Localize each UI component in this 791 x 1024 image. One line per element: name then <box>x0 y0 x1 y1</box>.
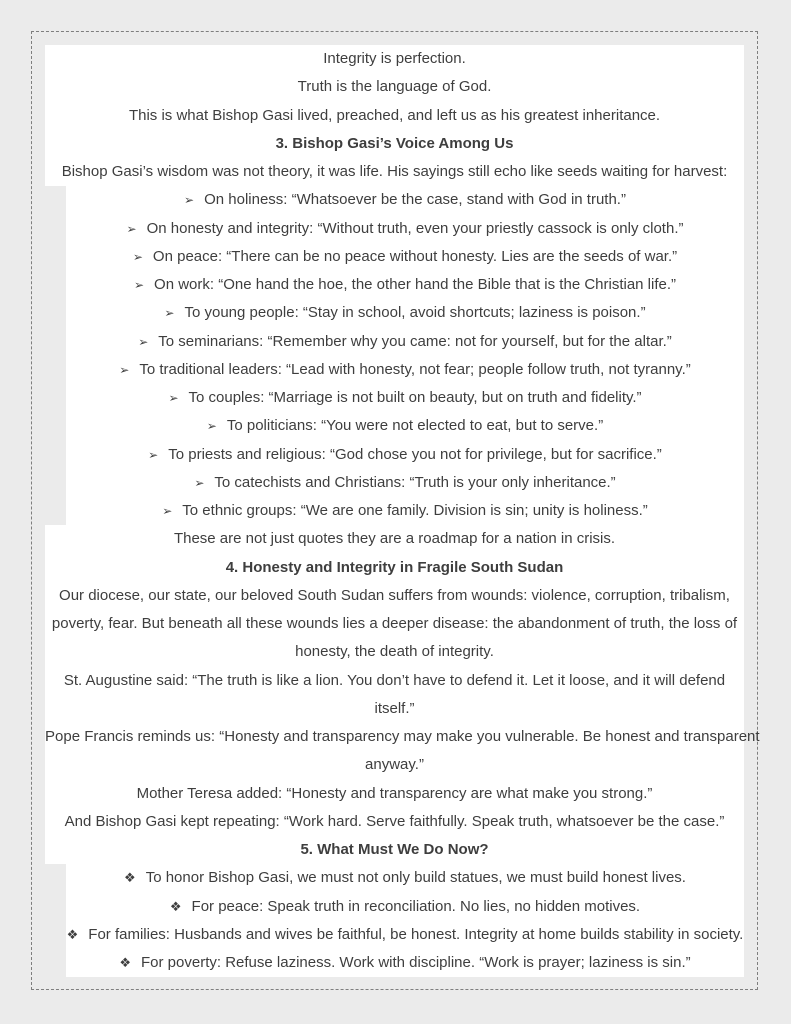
list-block <box>66 864 744 977</box>
section-heading: 4. Honesty and Integrity in Fragile South Sudan <box>225 558 564 576</box>
arrow-bullet-icon: ➢ <box>184 193 195 208</box>
list-item-text: To honor Bishop Gasi, we must not only build statues, we must build honest lives. <box>145 869 686 887</box>
list-item-text: For poverty: Refuse laziness. Work with discipline. “Work is prayer; laziness is sin.” <box>141 954 691 971</box>
list-item-text: To politicians: “You were not elected to eat, but to serve.” <box>226 417 604 435</box>
list-item-text: On holiness: “Whatsoever be the case, stand with God in truth.” <box>204 191 626 209</box>
list-item <box>66 299 744 327</box>
arrow-bullet-icon: ➢ <box>162 504 173 518</box>
arrow-bullet-icon: ➢ <box>132 249 143 264</box>
list-item <box>66 893 744 921</box>
list-item-text: To ethnic groups: “We are one family. Division is sin; unity is holiness.” <box>182 502 648 519</box>
text-line: Pope Francis reminds us: “Honesty and transparency may make you vulnerable. Be honest and transparent <box>45 728 760 745</box>
list-item-text: For peace: Speak truth in reconciliation. No lies, no hidden motives. <box>191 897 641 915</box>
list-item <box>66 864 744 892</box>
list-item <box>66 271 744 299</box>
list-item-text: For families: Husbands and wives be faithful, be honest. Integrity at home builds stability in society. <box>88 925 744 943</box>
list-item <box>66 384 744 412</box>
text-line: Truth is the language of God. <box>297 78 492 96</box>
list-item <box>66 441 744 469</box>
list-item <box>66 356 744 384</box>
text-line: poverty, fear. But beneath all these wounds lies a deeper disease: the abandonment of truth, the loss of <box>51 615 738 632</box>
arrow-bullet-icon: ➢ <box>126 221 137 236</box>
list-item <box>66 243 744 271</box>
text-line: St. Augustine said: “The truth is like a lion. You don’t have to defend it. Let it loose, and it will defend <box>63 671 726 689</box>
arrow-bullet-icon: ➢ <box>119 362 130 377</box>
arrow-bullet-icon: ➢ <box>206 419 217 434</box>
paragraph-block <box>45 525 760 864</box>
list-item-text: To traditional leaders: “Lead with honesty, not fear; people follow truth, not tyranny.” <box>139 360 691 378</box>
text-line: Our diocese, our state, our beloved South Sudan suffers from wounds: violence, corruption, tribalism, <box>59 586 730 604</box>
document-page <box>45 45 760 977</box>
list-item-text: On honesty and integrity: “Without truth, even your priestly cassock is only cloth.” <box>146 219 684 237</box>
diamond-bullet-icon: ❖ <box>169 899 182 915</box>
text-line: This is what Bishop Gasi lived, preached, and left us as his greatest inheritance. <box>128 106 661 124</box>
list-item <box>66 921 744 949</box>
list-item-text: To priests and religious: “God chose you not for privilege, but for sacrifice.” <box>168 445 662 463</box>
text-line: Integrity is perfection. <box>323 50 466 67</box>
text-line: itself.” <box>374 699 415 717</box>
paragraph-block <box>45 45 744 186</box>
text-line: These are not just quotes they are a roadmap for a nation in crisis. <box>173 530 616 548</box>
list-item <box>66 186 744 214</box>
diamond-bullet-icon: ❖ <box>119 956 132 971</box>
arrow-bullet-icon: ➢ <box>138 334 149 349</box>
arrow-bullet-icon: ➢ <box>168 391 179 405</box>
section-heading: 3. Bishop Gasi’s Voice Among Us <box>275 134 514 152</box>
list-block <box>66 186 744 525</box>
text-line: And Bishop Gasi kept repeating: “Work hard. Serve faithfully. Speak truth, whatsoever be the case.” <box>64 812 725 830</box>
text-line: Mother Teresa added: “Honesty and transparency are what make you strong.” <box>136 784 653 802</box>
list-item <box>66 949 744 977</box>
list-item-text: On work: “One hand the hoe, the other hand the Bible that is the Christian life.” <box>154 276 677 293</box>
arrow-bullet-icon: ➢ <box>164 306 175 321</box>
section-heading: 5. What Must We Do Now? <box>300 841 489 858</box>
list-item-text: On peace: “There can be no peace without honesty. Lies are the seeds of war.” <box>152 247 678 265</box>
list-item-text: To young people: “Stay in school, avoid shortcuts; laziness is poison.” <box>184 304 646 322</box>
list-item-text: To couples: “Marriage is not built on beauty, but on truth and fidelity.” <box>188 389 642 406</box>
diamond-bullet-icon: ❖ <box>124 871 136 887</box>
text-line: honesty, the death of integrity. <box>295 643 494 661</box>
list-item <box>66 497 744 525</box>
text-line: Bishop Gasi’s wisdom was not theory, it was life. His sayings still echo like seeds waiting for harvest: <box>61 163 728 180</box>
arrow-bullet-icon: ➢ <box>194 475 205 490</box>
diamond-bullet-icon: ❖ <box>66 927 79 943</box>
list-item-text: To seminarians: “Remember why you came: not for yourself, but for the altar.” <box>158 332 672 350</box>
arrow-bullet-icon: ➢ <box>148 447 159 462</box>
text-line: anyway.” <box>365 756 424 774</box>
list-item <box>66 328 744 356</box>
list-item <box>66 215 744 243</box>
list-item <box>66 412 744 440</box>
list-item <box>66 469 744 497</box>
page-border-frame <box>31 31 758 990</box>
arrow-bullet-icon: ➢ <box>133 278 145 292</box>
list-item-text: To catechists and Christians: “Truth is your only inheritance.” <box>214 473 616 491</box>
